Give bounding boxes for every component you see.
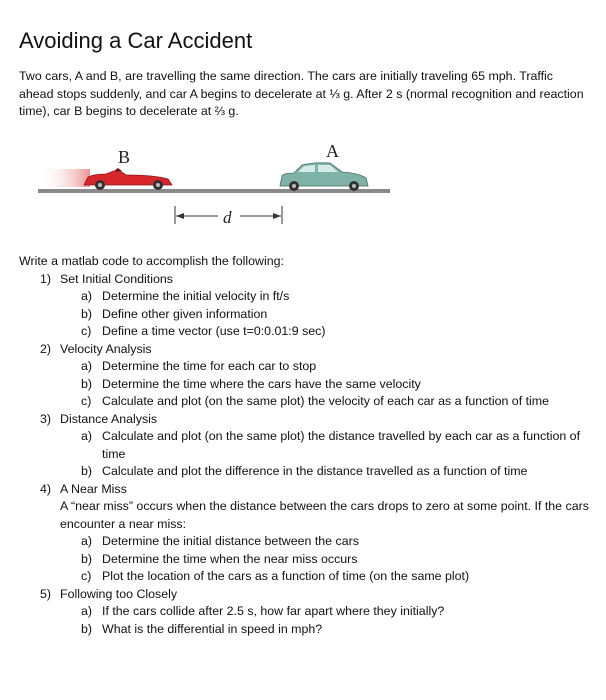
sub-letter: c) bbox=[81, 394, 92, 408]
sub-letter: b) bbox=[81, 621, 93, 636]
sub-text: Determine the initial distance between the cars bbox=[102, 534, 359, 548]
sub-text: Define a time vector (use t=0:0.01:9 sec) bbox=[102, 324, 326, 338]
sub-letter: b) bbox=[81, 551, 93, 566]
sub-item bbox=[19, 288, 589, 306]
sub-item bbox=[19, 358, 589, 376]
section-list bbox=[19, 271, 589, 639]
sub-text: Determine the time where the cars have the same velocity bbox=[102, 376, 421, 391]
sub-text: Calculate and plot the difference in the distance travelled as a function of time bbox=[102, 464, 528, 478]
sub-item bbox=[19, 603, 589, 621]
sub-text: Determine the initial velocity in ft/s bbox=[102, 289, 290, 303]
section-number: 4) bbox=[40, 481, 52, 496]
cars-figure bbox=[36, 138, 396, 238]
sub-list bbox=[19, 603, 589, 638]
car-b-label: B bbox=[118, 147, 131, 167]
section-number: 5) bbox=[40, 586, 52, 601]
sub-text: What is the differential in speed in mph? bbox=[102, 621, 323, 636]
sub-text: Determine the time for each car to stop bbox=[102, 359, 317, 373]
sub-item bbox=[19, 306, 589, 324]
section-item bbox=[19, 411, 589, 481]
sub-letter: b) bbox=[81, 464, 93, 478]
section-item bbox=[19, 481, 589, 586]
section-number: 2) bbox=[40, 341, 52, 356]
sub-item bbox=[19, 621, 589, 639]
sub-letter: a) bbox=[81, 289, 93, 303]
sub-list bbox=[19, 288, 589, 341]
sub-letter: a) bbox=[81, 534, 93, 548]
sub-text: Determine the time when the near miss occurs bbox=[102, 551, 358, 566]
intro-paragraph: Two cars, A and B, are travelling the same direction. The cars are initially traveling 65 mph. Traffic ahead stops suddenly, and car A begins to decelerate at ⅓ g. After 2 s (normal recognition and reaction time), car B begins to decelerate at ⅔ g. bbox=[19, 69, 584, 118]
sub-item bbox=[19, 428, 589, 463]
sub-letter: c) bbox=[81, 324, 92, 338]
sub-text: Calculate and plot (on the same plot) the distance travelled by each car as a function of time bbox=[102, 429, 581, 461]
sub-letter: a) bbox=[81, 359, 93, 373]
sub-list bbox=[19, 428, 589, 481]
section-item bbox=[19, 341, 589, 411]
sub-item bbox=[19, 393, 589, 411]
sub-item bbox=[19, 551, 589, 569]
car-a-label: A bbox=[326, 141, 339, 161]
sub-list bbox=[19, 533, 589, 586]
section-note: A “near miss” occurs when the distance between the cars drops to zero at some point. If the cars encounter a near miss: bbox=[60, 499, 589, 531]
sub-letter: c) bbox=[81, 569, 92, 583]
section-item bbox=[19, 271, 589, 341]
road bbox=[38, 189, 390, 193]
section-item bbox=[19, 586, 589, 639]
section-title: A Near Miss bbox=[60, 481, 127, 496]
motion-blur bbox=[40, 169, 90, 187]
sub-item bbox=[19, 533, 589, 551]
sub-letter: a) bbox=[81, 604, 93, 618]
section-title: Set Initial Conditions bbox=[60, 271, 173, 286]
sub-text: Calculate and plot (on the same plot) the velocity of each car as a function of time bbox=[102, 394, 549, 408]
sub-item bbox=[19, 323, 589, 341]
sub-letter: b) bbox=[81, 376, 93, 391]
sub-list bbox=[19, 358, 589, 411]
sub-text: Plot the location of the cars as a function of time (on the same plot) bbox=[102, 569, 470, 583]
car-a bbox=[280, 163, 368, 191]
sub-item bbox=[19, 463, 589, 481]
section-number: 1) bbox=[40, 271, 52, 286]
page-title: Avoiding a Car Accident bbox=[19, 28, 253, 53]
sub-item bbox=[19, 568, 589, 586]
cars-illustration bbox=[36, 138, 396, 238]
section-title: Distance Analysis bbox=[60, 411, 158, 426]
sub-text: Define other given information bbox=[102, 306, 268, 321]
section-title: Velocity Analysis bbox=[60, 341, 152, 356]
car-b bbox=[84, 168, 172, 190]
section-number: 3) bbox=[40, 411, 52, 426]
sub-text: If the cars collide after 2.5 s, how far apart where they initially? bbox=[102, 604, 445, 618]
section-title: Following too Closely bbox=[60, 586, 178, 601]
distance-label: d bbox=[223, 208, 232, 227]
sub-item bbox=[19, 376, 589, 394]
sub-letter: a) bbox=[81, 429, 93, 443]
task-list bbox=[19, 253, 589, 638]
instructions-text: Write a matlab code to accomplish the following: bbox=[19, 254, 284, 268]
sub-letter: b) bbox=[81, 306, 93, 321]
